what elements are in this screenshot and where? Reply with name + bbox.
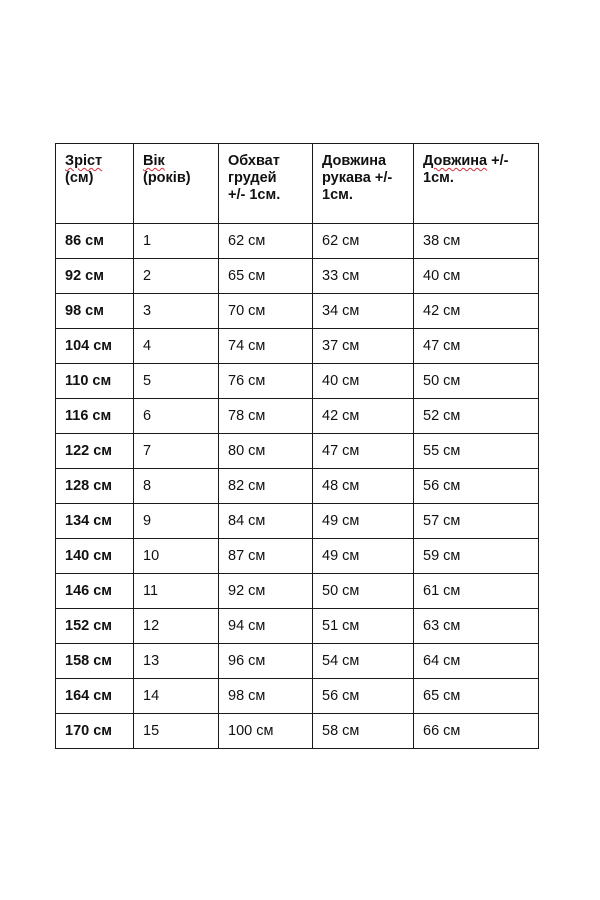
cell-height: 134 см (56, 504, 134, 539)
cell-length: 61 см (414, 574, 539, 609)
cell-length: 47 см (414, 329, 539, 364)
cell-age: 11 (134, 574, 219, 609)
cell-length: 52 см (414, 399, 539, 434)
cell-sleeve: 62 см (313, 224, 414, 259)
cell-chest: 65 см (219, 259, 313, 294)
cell-length: 50 см (414, 364, 539, 399)
cell-chest: 94 см (219, 609, 313, 644)
cell-length: 40 см (414, 259, 539, 294)
cell-height: 128 см (56, 469, 134, 504)
cell-chest: 70 см (219, 294, 313, 329)
table-row (56, 434, 539, 469)
table-row (56, 469, 539, 504)
table-row (56, 224, 539, 259)
cell-length: 63 см (414, 609, 539, 644)
cell-height: 104 см (56, 329, 134, 364)
cell-age: 9 (134, 504, 219, 539)
table-row (56, 609, 539, 644)
cell-sleeve: 48 см (313, 469, 414, 504)
cell-height: 158 см (56, 644, 134, 679)
table-row (56, 294, 539, 329)
header-sleeve-word: Довжина (322, 153, 387, 169)
cell-age: 14 (134, 679, 219, 714)
table-row (56, 644, 539, 679)
cell-chest: 78 см (219, 399, 313, 434)
cell-length: 66 см (414, 714, 539, 749)
cell-length: 56 см (414, 469, 539, 504)
cell-sleeve: 33 см (313, 259, 414, 294)
cell-sleeve: 50 см (313, 574, 414, 609)
cell-sleeve: 42 см (313, 399, 414, 434)
header-chest-rest: грудей +/- 1см. (228, 170, 281, 203)
cell-chest: 96 см (219, 644, 313, 679)
table-body (56, 224, 539, 749)
cell-height: 86 см (56, 224, 134, 259)
cell-length: 42 см (414, 294, 539, 329)
cell-age: 6 (134, 399, 219, 434)
cell-sleeve: 49 см (313, 504, 414, 539)
cell-chest: 76 см (219, 364, 313, 399)
cell-length: 55 см (414, 434, 539, 469)
cell-length: 64 см (414, 644, 539, 679)
cell-age: 15 (134, 714, 219, 749)
cell-age: 12 (134, 609, 219, 644)
header-age (134, 144, 219, 224)
cell-age: 4 (134, 329, 219, 364)
header-length (414, 144, 539, 224)
table-row (56, 364, 539, 399)
header-age-word: Вік (143, 153, 165, 169)
cell-chest: 82 см (219, 469, 313, 504)
cell-length: 57 см (414, 504, 539, 539)
cell-length: 38 см (414, 224, 539, 259)
table-row (56, 679, 539, 714)
cell-age: 7 (134, 434, 219, 469)
cell-height: 122 см (56, 434, 134, 469)
cell-chest: 92 см (219, 574, 313, 609)
header-height-word: Зріст (65, 153, 103, 169)
cell-height: 110 см (56, 364, 134, 399)
cell-sleeve: 40 см (313, 364, 414, 399)
cell-sleeve: 54 см (313, 644, 414, 679)
cell-sleeve: 47 см (313, 434, 414, 469)
cell-height: 140 см (56, 539, 134, 574)
header-height (56, 144, 134, 224)
table-row (56, 259, 539, 294)
cell-height: 152 см (56, 609, 134, 644)
cell-height: 98 см (56, 294, 134, 329)
header-height-unit: (см) (65, 170, 94, 186)
cell-chest: 62 см (219, 224, 313, 259)
cell-age: 8 (134, 469, 219, 504)
cell-height: 146 см (56, 574, 134, 609)
size-chart-table (55, 143, 539, 749)
cell-chest: 100 см (219, 714, 313, 749)
cell-chest: 84 см (219, 504, 313, 539)
cell-height: 164 см (56, 679, 134, 714)
cell-sleeve: 37 см (313, 329, 414, 364)
header-length-word: Довжина (423, 153, 488, 169)
table-row (56, 504, 539, 539)
table-row (56, 574, 539, 609)
cell-age: 5 (134, 364, 219, 399)
cell-height: 116 см (56, 399, 134, 434)
table-row (56, 539, 539, 574)
cell-age: 1 (134, 224, 219, 259)
cell-height: 92 см (56, 259, 134, 294)
cell-chest: 74 см (219, 329, 313, 364)
table-row (56, 329, 539, 364)
cell-chest: 80 см (219, 434, 313, 469)
table-header-row (56, 144, 539, 224)
cell-length: 59 см (414, 539, 539, 574)
header-sleeve-rest: рукава +/- 1см. (322, 170, 393, 203)
cell-age: 13 (134, 644, 219, 679)
table-row (56, 714, 539, 749)
cell-sleeve: 56 см (313, 679, 414, 714)
cell-age: 2 (134, 259, 219, 294)
cell-height: 170 см (56, 714, 134, 749)
header-chest-word: Обхват (228, 153, 280, 169)
header-sleeve (313, 144, 414, 224)
header-chest (219, 144, 313, 224)
cell-sleeve: 51 см (313, 609, 414, 644)
table-row (56, 399, 539, 434)
cell-length: 65 см (414, 679, 539, 714)
cell-age: 10 (134, 539, 219, 574)
cell-sleeve: 58 см (313, 714, 414, 749)
cell-chest: 87 см (219, 539, 313, 574)
cell-chest: 98 см (219, 679, 313, 714)
header-age-unit: (років) (143, 170, 191, 186)
cell-age: 3 (134, 294, 219, 329)
cell-sleeve: 49 см (313, 539, 414, 574)
header-length-rest: +/- 1см. (423, 153, 509, 186)
cell-sleeve: 34 см (313, 294, 414, 329)
